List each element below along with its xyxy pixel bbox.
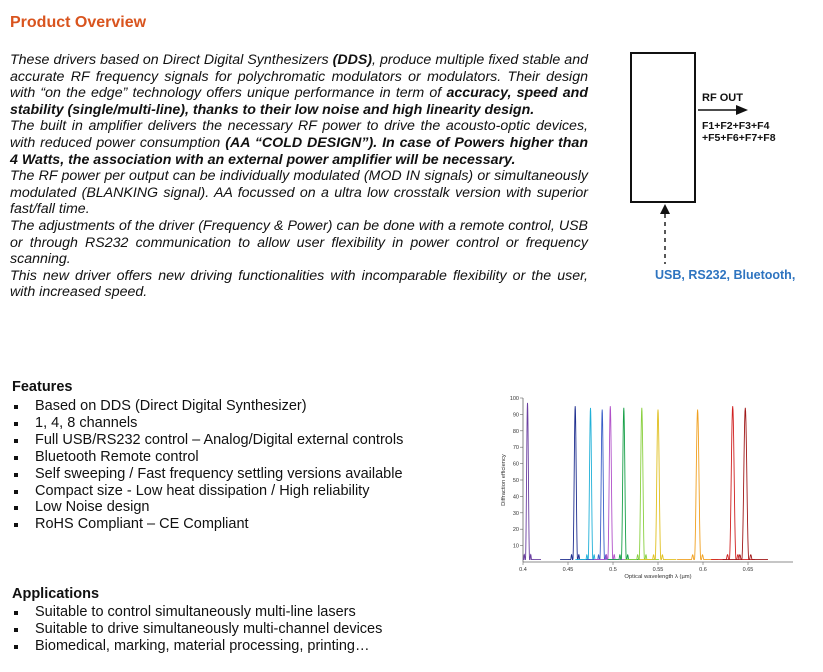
y-tick-label: 10 [512,543,519,550]
overview-paragraph-5: This new driver offers new driving functionalities with incomparable flexibility or the user, with increased speed. [10,267,588,301]
application-item: Biomedical, marking, material processing, printing… [12,638,382,655]
y-axis-label: Diffraction efficiency [501,454,507,506]
feature-item: Based on DDS (Direct Digital Synthesizer) [12,398,403,415]
y-tick-label: 70 [512,445,519,452]
diffraction-efficiency-chart [495,390,800,580]
y-tick-label: 50 [512,478,519,484]
section-title: Product Overview [10,14,147,31]
rf-out-label: RF OUT [702,92,743,104]
series-line-1 [523,403,541,560]
rf-frequencies-line-1: F1+F2+F3+F4 [702,120,770,132]
y-tick-label: 40 [512,494,519,501]
series-line-7 [625,408,660,560]
overview-paragraph-4: The adjustments of the driver (Frequency & Power) can be done with a remote control, USB or through RS232 communication to allow user flexibility in power control or frequency scanning. [10,217,588,268]
control-interfaces-label: USB, RS232, Bluetooth, [655,268,796,282]
feature-item: 1, 4, 8 channels [12,415,403,432]
feature-item: Low Noise design [12,499,403,516]
applications-list [12,604,382,655]
rf-out-arrow-icon [698,104,748,116]
x-tick-label: 0.45 [562,567,574,573]
series-line-2 [560,406,590,559]
rf-frequencies-line-2: +F5+F6+F7+F8 [702,132,776,144]
y-tick-label: 20 [512,527,519,534]
x-tick-label: 0.6 [699,567,707,573]
y-tick-label: 90 [512,412,519,419]
features-list [12,398,403,533]
feature-item: RoHS Compliant – CE Compliant [12,516,403,533]
feature-item: Bluetooth Remote control [12,449,403,466]
y-tick-label: 30 [512,510,519,517]
feature-item: Full USB/RS232 control – Analog/Digital external controls [12,432,403,449]
overview-text [10,52,588,301]
feature-item: Self sweeping / Fast frequency settling versions available [12,466,403,483]
control-input-arrow-icon [658,202,672,264]
applications-title: Applications [12,586,100,602]
x-axis-label: Optical wavelength λ (µm) [624,574,692,580]
series-line-8 [640,409,677,559]
x-tick-label: 0.55 [652,567,664,573]
application-item: Suitable to control simultaneously multi-line lasers [12,604,382,621]
y-tick-label: 60 [512,461,519,468]
driver-block [630,52,696,203]
x-tick-label: 0.4 [519,567,527,573]
x-tick-label: 0.65 [742,567,754,573]
x-tick-label: 0.5 [609,567,617,573]
overview-paragraph-3: The RF power per output can be individually modulated (MOD IN signals) or simultaneously modulated (BLANKING signal). AA focussed on a ultra low crosstalk version with superior fast/fall time. [10,168,588,218]
y-tick-label: 80 [512,428,519,435]
overview-paragraph-1: These drivers based on Direct Digital Synthesizers (DDS), produce multiple fixed stable and accurate RF frequency signals for polychromatic modulators or modulators. Their design with “on the edge” technology offers unique performance in term of accuracy, speed and stability (single/multi-line), thanks to their low noise and high linearity design. [10,52,588,118]
overview-paragraph-2: The built in amplifier delivers the necessary RF power to drive the acousto-optic devices, with reduced power consumption (AA “COLD DESIGN”). In case of Powers higher than 4 Watts, the association with an external power amplifier will be necessary. [10,118,588,168]
series-line-11 [723,408,768,560]
series-line-9 [677,409,718,559]
application-item: Suitable to drive simultaneously multi-channel devices [12,621,382,638]
features-title: Features [12,379,73,395]
y-tick-label: 100 [509,396,519,402]
feature-item: Compact size - Low heat dissipation / High reliability [12,483,403,500]
